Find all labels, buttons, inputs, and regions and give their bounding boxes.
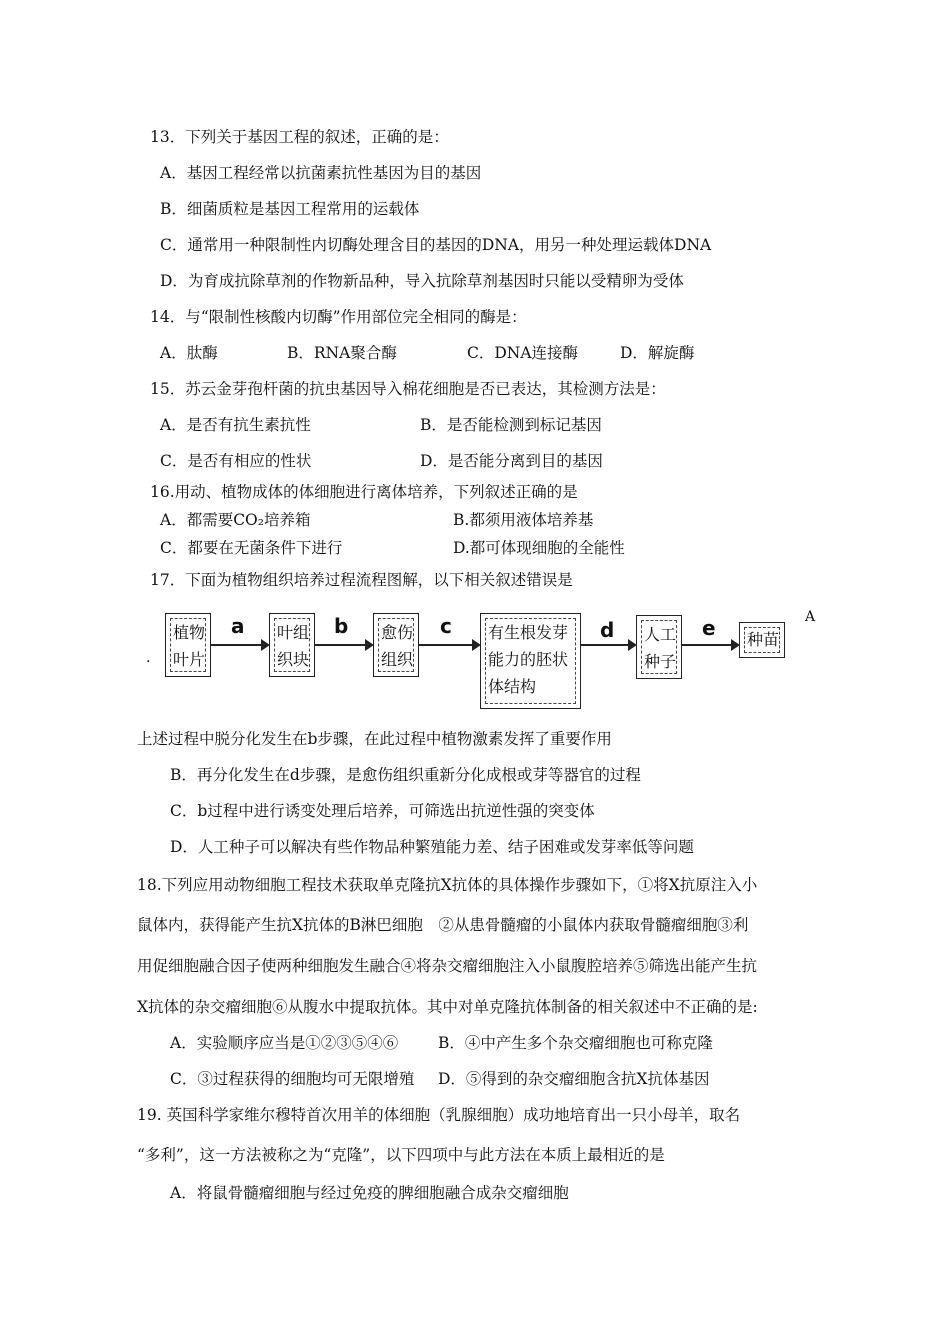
q15-stem: 15．苏云金芽孢杆菌的抗虫基因导入棉花细胞是否已表达，其检测方法是： bbox=[150, 380, 666, 398]
flow-arrow-c bbox=[419, 644, 479, 646]
flow-arrow-b bbox=[315, 644, 372, 646]
q19-option-a: A．将鼠骨髓瘤细胞与经过免疫的脾细胞融合成杂交瘤细胞 bbox=[170, 1184, 569, 1202]
flow-box-leaf bbox=[165, 613, 211, 677]
q18-stem-line2: 鼠体内，获得能产生抗X抗体的B淋巴细胞 ②从患骨髓瘤的小鼠体内获取骨髓瘤细胞③利 bbox=[137, 916, 749, 934]
q16-stem: 16.用动、植物成体的体细胞进行离体培养，下列叙述正确的是 bbox=[150, 483, 578, 501]
q14-option-d: D．解旋酶 bbox=[620, 344, 695, 362]
q13-stem: 13．下列关于基因工程的叙述，正确的是： bbox=[150, 128, 449, 146]
flow-arrow-label-b: b bbox=[334, 614, 349, 638]
q15-option-a: A．是否有抗生素抗性 bbox=[160, 416, 311, 434]
q17-stem: 17．下面为植物组织培养过程流程图解，以下相关叙述错误是 bbox=[150, 571, 573, 589]
q15-option-d: D．是否能分离到目的基因 bbox=[420, 452, 603, 470]
q16-option-c: C．都要在无菌条件下进行 bbox=[160, 539, 343, 557]
flow-box-embryoid bbox=[480, 613, 581, 709]
q15-option-b: B．是否能检测到标记基因 bbox=[420, 416, 602, 434]
q17-option-c: C．b过程中进行诱变处理后培养，可筛选出抗逆性强的突变体 bbox=[170, 802, 595, 820]
flow-box-artificial-seed bbox=[636, 615, 682, 679]
q17-option-b: B．再分化发生在d步骤，是愈伤组织重新分化成根或芽等器官的过程 bbox=[170, 766, 641, 784]
flow-box-seedling-label: 种苗 bbox=[744, 627, 780, 653]
tissue-culture-flowchart bbox=[160, 606, 800, 711]
q14-option-a: A．肽酶 bbox=[160, 344, 218, 362]
flow-arrow-label-c: c bbox=[440, 614, 452, 638]
flow-box-tissue-block bbox=[269, 613, 315, 677]
q17-trailing-option-letter: A bbox=[805, 609, 816, 625]
q19-stem-line2: “多利”，这一方法被称之为“克隆”，以下四项中与此方法在本质上最相近的是 bbox=[137, 1146, 665, 1164]
q17-option-d: D．人工种子可以解决有些作物品种繁殖能力差、结子困难或发芽率低等问题 bbox=[170, 838, 694, 856]
flow-arrow-label-e: e bbox=[702, 616, 716, 640]
flow-box-callus-label: 愈伤 组织 bbox=[378, 618, 414, 672]
flow-arrow-label-a: a bbox=[231, 614, 245, 638]
q16-option-d: D.都可体现细胞的全能性 bbox=[453, 539, 625, 557]
q18-option-d: D．⑤得到的杂交瘤细胞含抗X抗体基因 bbox=[438, 1070, 710, 1088]
flow-arrow-d bbox=[581, 644, 635, 646]
flow-box-tissue-block-label: 叶组 织块 bbox=[274, 618, 310, 672]
q18-stem-line3: 用促细胞融合因子使两种细胞发生融合④将杂交瘤细胞注入小鼠腹腔培养⑤筛选出能产生抗 bbox=[137, 957, 758, 975]
flow-box-callus bbox=[373, 613, 419, 677]
q13-option-c: C．通常用一种限制性内切酶处理含目的基因的DNA，用另一种处理运载体DNA bbox=[160, 236, 712, 254]
q19-stem-line1: 19. 英国科学家维尔穆特首次用羊的体细胞（乳腺细胞）成功地培育出一只小母羊，取名 bbox=[137, 1106, 741, 1124]
q13-option-b: B．细菌质粒是基因工程常用的运载体 bbox=[160, 200, 420, 218]
q18-option-b: B．④中产生多个杂交瘤细胞也可称克隆 bbox=[438, 1034, 713, 1052]
q16-option-a: A．都需要CO₂培养箱 bbox=[160, 511, 311, 529]
q18-stem-line4: X抗体的杂交瘤细胞⑥从腹水中提取抗体。其中对单克隆抗体制备的相关叙述中不正确的是: bbox=[137, 998, 758, 1016]
q13-option-d: D．为育成抗除草剂的作物新品种，导入抗除草剂基因时只能以受精卵为受体 bbox=[160, 272, 684, 290]
q17-dot: . bbox=[146, 650, 151, 666]
q15-option-c: C．是否有相应的性状 bbox=[160, 452, 312, 470]
flow-arrow-a bbox=[211, 644, 268, 646]
flow-box-leaf-label: 植物 叶片 bbox=[170, 618, 206, 672]
q18-option-c: C．③过程获得的细胞均可无限增殖 bbox=[170, 1070, 415, 1088]
q18-option-a: A．实验顺序应当是①②③⑤④⑥ bbox=[170, 1034, 399, 1052]
q14-option-b: B．RNA聚合酶 bbox=[287, 344, 397, 362]
flow-arrow-label-d: d bbox=[600, 618, 615, 642]
q17-option-a: 上述过程中脱分化发生在b步骤，在此过程中植物激素发挥了重要作用 bbox=[137, 730, 612, 748]
flow-box-artificial-seed-label: 人工 种子 bbox=[641, 620, 677, 674]
q14-option-c: C．DNA连接酶 bbox=[467, 344, 579, 362]
flow-box-embryoid-label: 有生根发芽 能力的胚状 体结构 bbox=[485, 618, 576, 704]
q13-option-a: A．基因工程经常以抗菌素抗性基因为目的基因 bbox=[160, 164, 482, 182]
flow-arrow-e bbox=[682, 644, 738, 646]
q18-stem-line1: 18.下列应用动物细胞工程技术获取单克隆抗X抗体的具体操作步骤如下，①将X抗原注入小 bbox=[137, 876, 758, 894]
q14-stem: 14．与“限制性核酸内切酶”作用部位完全相同的酶是： bbox=[150, 308, 527, 326]
q16-option-b: B.都须用液体培养基 bbox=[453, 511, 594, 529]
flow-box-seedling bbox=[739, 622, 785, 658]
